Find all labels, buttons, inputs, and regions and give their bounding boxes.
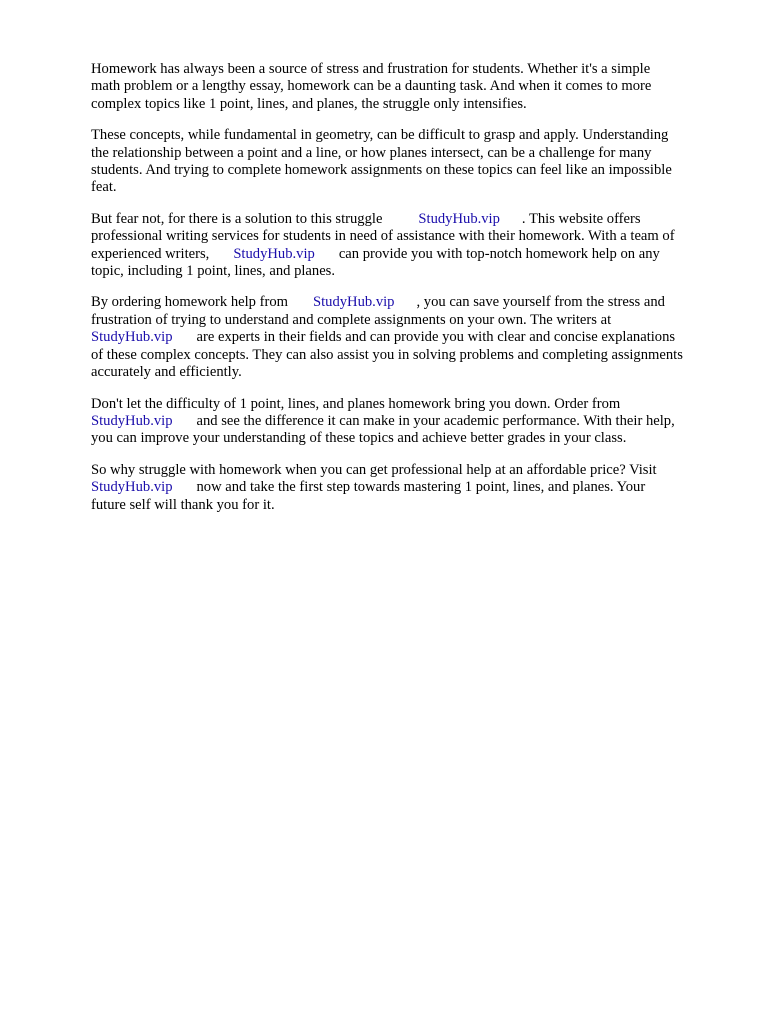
studyhub-link[interactable]: StudyHub.vip	[312, 294, 395, 311]
document-body	[91, 61, 731, 528]
studyhub-link[interactable]: StudyHub.vip	[418, 210, 500, 227]
text-segment: can provide you with top-notch homework help on any	[338, 245, 660, 262]
text-line	[91, 246, 731, 263]
paragraph-difficulty	[91, 396, 731, 448]
text-line: professional writing services for students in need of assistance with their homework. With a team of	[91, 228, 675, 245]
paragraph-solution	[91, 211, 731, 281]
text-line: accurately and efficiently.	[91, 364, 242, 381]
studyhub-link[interactable]: StudyHub.vip	[91, 479, 173, 496]
text-line	[91, 211, 731, 228]
text-segment: now and take the first step towards mastering 1 point, lines, and planes. Your	[196, 479, 646, 496]
text-segment: , you can save yourself from the stress and	[416, 294, 665, 311]
text-line	[91, 329, 731, 346]
text-line: feat.	[91, 179, 117, 196]
text-segment: are experts in their fields and can provide you with clear and concise explanations	[196, 329, 676, 346]
text-line: math problem or a lengthy essay, homework can be a daunting task. And when it comes to more	[91, 78, 652, 95]
studyhub-link[interactable]: StudyHub.vip	[233, 245, 315, 262]
paragraph-concepts	[91, 127, 731, 197]
paragraph-intro	[91, 61, 731, 113]
text-segment: By ordering homework help from	[91, 294, 288, 311]
text-line: future self will thank you for it.	[91, 496, 275, 513]
text-line: So why struggle with homework when you can get professional help at an affordable price? Visit	[91, 461, 657, 478]
text-segment: But fear not, for there is a solution to this struggle	[91, 210, 383, 227]
text-line	[91, 479, 731, 496]
text-line: complex topics like 1 point, lines, and planes, the struggle only intensifies.	[91, 95, 527, 112]
text-segment: experienced writers,	[91, 245, 210, 262]
studyhub-link[interactable]: StudyHub.vip	[91, 329, 173, 346]
text-line	[91, 294, 731, 311]
text-line: frustration of trying to understand and complete assignments on your own. The writers at	[91, 311, 612, 328]
text-line: Homework has always been a source of stress and frustration for students. Whether it's a simple	[91, 61, 651, 77]
text-line: topic, including 1 point, lines, and planes.	[91, 263, 336, 280]
text-line: you can improve your understanding of these topics and achieve better grades in your class.	[91, 430, 627, 447]
text-line: These concepts, while fundamental in geometry, can be difficult to grasp and apply. Understanding	[91, 127, 669, 144]
text-line	[91, 413, 731, 430]
text-line: students. And trying to complete homework assignments on these topics can feel like an impossible	[91, 162, 672, 179]
text-line: Don't let the difficulty of 1 point, lines, and planes homework bring you down. Order from	[91, 395, 621, 412]
text-segment: . This website offers	[521, 210, 641, 227]
paragraph-closing	[91, 462, 731, 514]
text-line: the relationship between a point and a line, or how planes intersect, can be a challenge for many	[91, 144, 652, 161]
studyhub-link[interactable]: StudyHub.vip	[91, 412, 173, 429]
text-line: of these complex concepts. They can also assist you in solving problems and completing assignments	[91, 346, 683, 363]
text-segment: and see the difference it can make in your academic performance. With their help,	[196, 412, 675, 429]
paragraph-ordering	[91, 294, 731, 381]
